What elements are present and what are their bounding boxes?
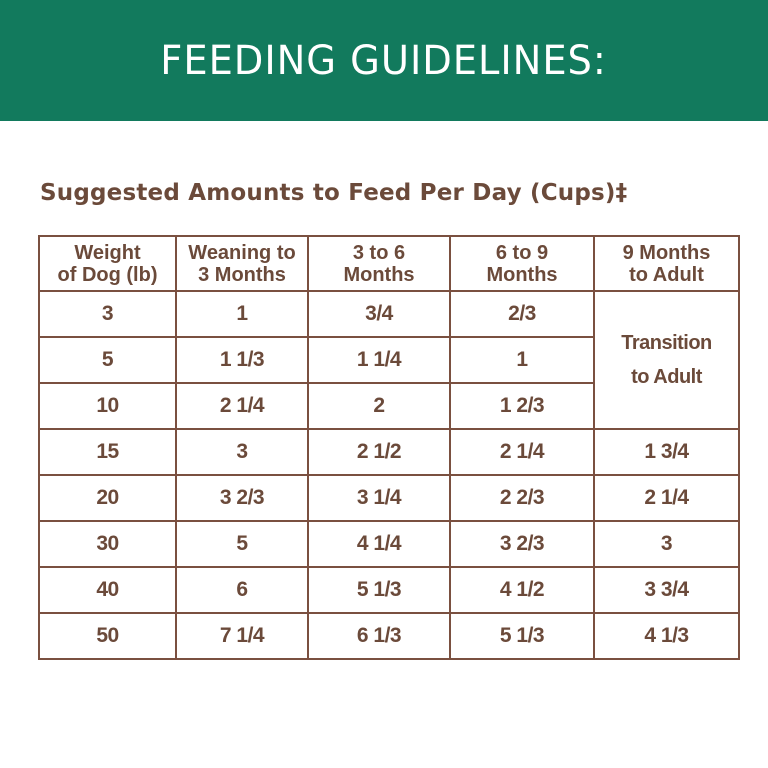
cell-weight: 5 (39, 337, 176, 383)
cell-weight: 50 (39, 613, 176, 659)
cell-9-to-adult: 4 1/3 (594, 613, 739, 659)
header-banner (0, 0, 768, 121)
header-9-to-adult: 9 Months to Adult (594, 236, 739, 291)
cell-3-to-6: 2 1/2 (308, 429, 450, 475)
header-weight: Weight of Dog (lb) (39, 236, 176, 291)
cell-weight: 30 (39, 521, 176, 567)
cell-6-to-9: 2 1/4 (450, 429, 594, 475)
table-row (39, 291, 739, 337)
table-row (39, 521, 739, 567)
cell-3-to-6: 1 1/4 (308, 337, 450, 383)
header-6-to-9: 6 to 9 Months (450, 236, 594, 291)
cell-transition-to-adult: Transition to Adult (594, 291, 739, 429)
table-row (39, 475, 739, 521)
cell-3-to-6: 4 1/4 (308, 521, 450, 567)
cell-weaning: 3 2/3 (176, 475, 308, 521)
cell-6-to-9: 5 1/3 (450, 613, 594, 659)
cell-3-to-6: 3/4 (308, 291, 450, 337)
cell-6-to-9: 2 2/3 (450, 475, 594, 521)
table-row (39, 567, 739, 613)
cell-3-to-6: 3 1/4 (308, 475, 450, 521)
cell-weaning: 1 (176, 291, 308, 337)
cell-3-to-6: 2 (308, 383, 450, 429)
cell-6-to-9: 4 1/2 (450, 567, 594, 613)
cell-6-to-9: 1 (450, 337, 594, 383)
cell-weaning: 5 (176, 521, 308, 567)
cell-9-to-adult: 3 3/4 (594, 567, 739, 613)
cell-weight: 3 (39, 291, 176, 337)
page-title: FEEDING GUIDELINES: (160, 37, 608, 84)
cell-6-to-9: 1 2/3 (450, 383, 594, 429)
cell-weight: 20 (39, 475, 176, 521)
table-header-row (39, 236, 739, 291)
cell-weaning: 7 1/4 (176, 613, 308, 659)
cell-weight: 15 (39, 429, 176, 475)
cell-weight: 10 (39, 383, 176, 429)
cell-9-to-adult: 3 (594, 521, 739, 567)
cell-9-to-adult: 2 1/4 (594, 475, 739, 521)
cell-9-to-adult: 1 3/4 (594, 429, 739, 475)
cell-weaning: 2 1/4 (176, 383, 308, 429)
cell-weaning: 3 (176, 429, 308, 475)
cell-weight: 40 (39, 567, 176, 613)
cell-weaning: 6 (176, 567, 308, 613)
table-subtitle: Suggested Amounts to Feed Per Day (Cups)‡ (40, 180, 628, 206)
table-row (39, 613, 739, 659)
header-3-to-6: 3 to 6 Months (308, 236, 450, 291)
cell-3-to-6: 5 1/3 (308, 567, 450, 613)
feeding-table (38, 235, 740, 660)
cell-weaning: 1 1/3 (176, 337, 308, 383)
cell-6-to-9: 3 2/3 (450, 521, 594, 567)
header-weaning: Weaning to 3 Months (176, 236, 308, 291)
table-row (39, 429, 739, 475)
cell-3-to-6: 6 1/3 (308, 613, 450, 659)
cell-6-to-9: 2/3 (450, 291, 594, 337)
